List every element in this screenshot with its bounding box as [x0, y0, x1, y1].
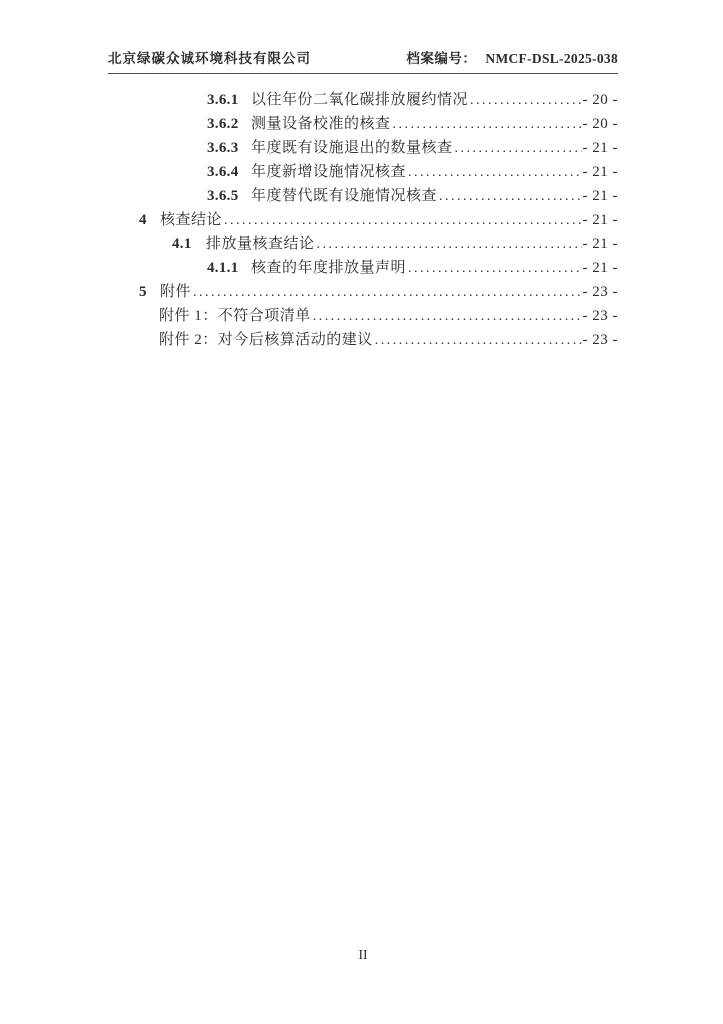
toc-entry-title: 年度新增设施情况核查 [251, 164, 407, 180]
toc-entry-title: 核查结论 [160, 212, 223, 228]
toc-leader-dots [455, 136, 582, 161]
toc-leader-dots [193, 280, 581, 305]
toc-entry-title: 年度既有设施退出的数量核查 [251, 140, 453, 156]
toc-entry-number: 3.6.2 [207, 116, 239, 132]
toc-list [108, 88, 618, 352]
toc-entry-title: 附件 2：对今后核算活动的建议 [159, 332, 373, 348]
toc-entry [108, 328, 618, 352]
archive-number-value: NMCF-DSL-2025-038 [485, 51, 618, 66]
toc-entry [108, 208, 618, 232]
page-number: II [358, 947, 368, 962]
toc-entry-number: 3.6.1 [207, 92, 239, 108]
page-footer [108, 947, 618, 963]
toc-entry-title: 附件 [160, 284, 192, 300]
toc-entry-number: 4.1 [172, 236, 192, 252]
toc-entry-title: 附件 1：不符合项清单 [159, 308, 311, 324]
toc-entry-page: - 20 - [582, 92, 618, 108]
toc-entry-page: - 21 - [582, 164, 618, 180]
toc-entry-title: 以往年份二氧化碳排放履约情况 [251, 92, 469, 108]
toc-entry-number: 3.6.5 [207, 188, 239, 204]
toc-entry [108, 304, 618, 328]
toc-entry-page: - 20 - [582, 116, 618, 132]
toc-leader-dots [313, 304, 582, 329]
toc-leader-dots [375, 328, 582, 353]
archive-number [406, 47, 618, 67]
toc-entry-title: 核查的年度排放量声明 [251, 260, 407, 276]
toc-entry [108, 136, 618, 160]
toc-entry [108, 280, 618, 304]
archive-number-label: 档案编号： [406, 51, 477, 66]
toc-entry-title: 排放量核查结论 [206, 236, 315, 252]
toc-entry-number: 5 [139, 284, 147, 300]
toc-entry-page: - 23 - [582, 284, 618, 300]
toc-leader-dots [408, 160, 581, 185]
toc-leader-dots [439, 184, 581, 209]
toc-entry-page: - 21 - [582, 188, 618, 204]
company-name: 北京绿碳众诚环境科技有限公司 [108, 51, 311, 66]
toc-leader-dots [408, 256, 581, 281]
toc-leader-dots [317, 232, 582, 257]
toc-entry-page: - 21 - [582, 140, 618, 156]
toc-entry-page: - 23 - [582, 332, 618, 348]
toc-entry-title: 测量设备校准的核查 [251, 116, 391, 132]
toc-entry-number: 3.6.4 [207, 164, 239, 180]
toc-entry-page: - 21 - [582, 236, 618, 252]
toc-entry-number: 3.6.3 [207, 140, 239, 156]
toc-entry-number: 4 [139, 212, 147, 228]
toc-leader-dots [470, 88, 581, 113]
toc-leader-dots [393, 112, 582, 137]
toc-entry [108, 88, 618, 112]
toc-leader-dots [224, 208, 581, 233]
toc-entry-page: - 21 - [582, 212, 618, 228]
page-header [108, 47, 618, 74]
toc-entry-title: 年度替代既有设施情况核查 [251, 188, 438, 204]
toc-entry-page: - 21 - [582, 260, 618, 276]
toc-entry [108, 256, 618, 280]
toc-entry-number: 4.1.1 [207, 260, 239, 276]
toc-entry [108, 184, 618, 208]
toc-entry [108, 112, 618, 136]
toc-entry [108, 232, 618, 256]
toc-entry-page: - 23 - [582, 308, 618, 324]
toc-entry [108, 160, 618, 184]
